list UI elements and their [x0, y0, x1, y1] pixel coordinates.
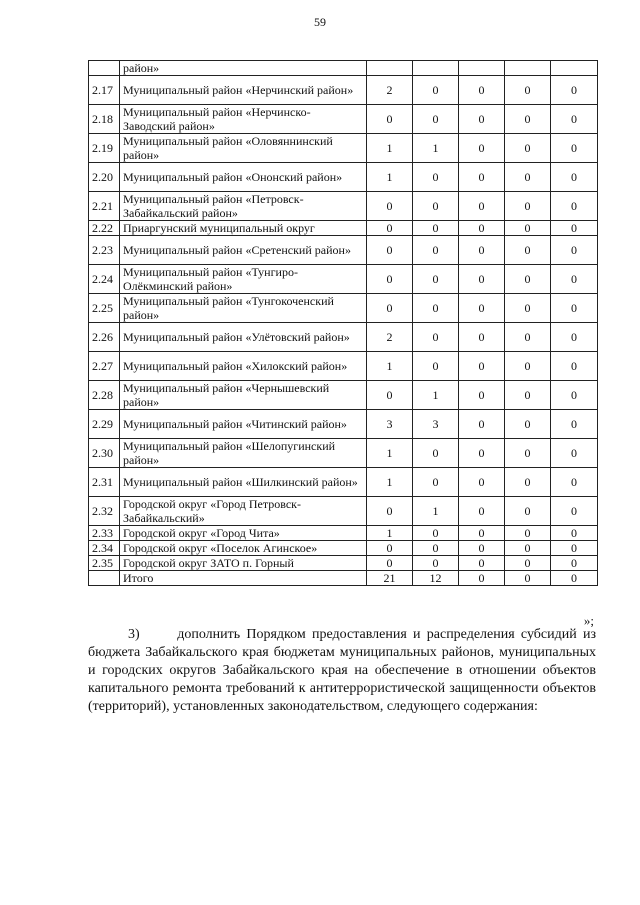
table-cell-value: 2 — [367, 76, 413, 105]
table-cell-value: 0 — [413, 192, 459, 221]
table-cell-value: 1 — [413, 381, 459, 410]
table-cell-name: Муниципальный район «Шелопугинский район» — [120, 439, 367, 468]
table-cell-name: Городской округ «Поселок Агинское» — [120, 541, 367, 556]
table-cell-value: 0 — [413, 468, 459, 497]
table-cell-value: 0 — [551, 497, 598, 526]
table-cell-value: 12 — [413, 571, 459, 586]
table-row — [89, 192, 598, 221]
table-row — [89, 439, 598, 468]
closing-quote-mark: »; — [583, 613, 594, 628]
table-cell-value: 0 — [367, 221, 413, 236]
table-cell-value: 3 — [413, 410, 459, 439]
table-cell-num: 2.20 — [89, 163, 120, 192]
table-cell-num: 2.25 — [89, 294, 120, 323]
table-cell-name: Итого — [120, 571, 367, 586]
table-cell-value: 0 — [505, 323, 551, 352]
table-cell-value: 0 — [367, 497, 413, 526]
table-cell-value: 0 — [551, 236, 598, 265]
table-cell-name: Городской округ «Город Петровск-Забайкальский» — [120, 497, 367, 526]
table-cell-value: 0 — [505, 76, 551, 105]
table-cell-value: 0 — [459, 221, 505, 236]
table-cell-value: 0 — [505, 556, 551, 571]
table-cell-value: 0 — [505, 105, 551, 134]
table-cell-value: 0 — [505, 468, 551, 497]
table-cell-value: 0 — [459, 236, 505, 265]
table-cell-value: 0 — [459, 76, 505, 105]
table-cell-value: 0 — [551, 265, 598, 294]
table-cell-value: 0 — [551, 556, 598, 571]
table-row — [89, 410, 598, 439]
table-cell-value: 0 — [413, 163, 459, 192]
table-cell-value: 0 — [459, 323, 505, 352]
table-cell-value: 0 — [413, 294, 459, 323]
table-cell-name: Муниципальный район «Хилокский район» — [120, 352, 367, 381]
table-cell-name: Муниципальный район «Сретенский район» — [120, 236, 367, 265]
table-row — [89, 352, 598, 381]
table-cell-value: 0 — [551, 221, 598, 236]
table-cell-value: 0 — [413, 439, 459, 468]
table-cell-name: Городской округ ЗАТО п. Горный — [120, 556, 367, 571]
table-cell-value: 0 — [459, 556, 505, 571]
table-cell-value: 0 — [459, 352, 505, 381]
page-number: 59 — [314, 15, 326, 29]
table-cell-num — [89, 571, 120, 586]
table-cell-num: 2.34 — [89, 541, 120, 556]
table-cell-value: 0 — [413, 323, 459, 352]
table-cell-value: 0 — [551, 192, 598, 221]
table-cell-value: 0 — [459, 105, 505, 134]
table-cell-num: 2.30 — [89, 439, 120, 468]
table-cell-value: 0 — [551, 294, 598, 323]
table-cell-value: 0 — [413, 352, 459, 381]
table-cell-value: 0 — [551, 526, 598, 541]
table-cell-value: 0 — [367, 105, 413, 134]
table-cell-num: 2.18 — [89, 105, 120, 134]
table-cell-name: Муниципальный район «Читинский район» — [120, 410, 367, 439]
table-cell-value: 0 — [551, 468, 598, 497]
table-cell-value: 0 — [413, 76, 459, 105]
table-cell-value: 0 — [367, 556, 413, 571]
table-cell-value: 1 — [367, 468, 413, 497]
table-cell-num: 2.27 — [89, 352, 120, 381]
body-paragraph — [88, 626, 596, 716]
table-cell-value: 0 — [367, 192, 413, 221]
table-cell-num: 2.35 — [89, 556, 120, 571]
table-cell-value: 0 — [459, 294, 505, 323]
table-cell-value — [459, 61, 505, 76]
table-cell-value: 0 — [551, 410, 598, 439]
table-cell-value: 0 — [505, 410, 551, 439]
table-cell-value: 1 — [367, 352, 413, 381]
table-cell-value: 0 — [459, 526, 505, 541]
table-row — [89, 571, 598, 586]
table-cell-value: 0 — [459, 410, 505, 439]
table-cell-name: Муниципальный район «Нерчинско-Заводский район» — [120, 105, 367, 134]
table-cell-value: 0 — [551, 439, 598, 468]
table-cell-name: Муниципальный район «Оловяннинский район» — [120, 134, 367, 163]
table-cell-value: 0 — [413, 265, 459, 294]
table-cell-value: 0 — [459, 468, 505, 497]
table-cell-num: 2.28 — [89, 381, 120, 410]
table-row — [89, 497, 598, 526]
table-cell-name: Приаргунский муниципальный округ — [120, 221, 367, 236]
table-cell-value: 1 — [367, 526, 413, 541]
table-cell-num: 2.21 — [89, 192, 120, 221]
table-cell-name: Муниципальный район «Петровск-Забайкальский район» — [120, 192, 367, 221]
table-cell-value: 0 — [551, 541, 598, 556]
table-cell-num: 2.33 — [89, 526, 120, 541]
table-row — [89, 381, 598, 410]
table-row — [89, 221, 598, 236]
table-cell-name: Муниципальный район «Улётовский район» — [120, 323, 367, 352]
table-cell-value: 0 — [459, 163, 505, 192]
table-cell-value: 0 — [367, 236, 413, 265]
table-cell-value: 1 — [367, 134, 413, 163]
table-cell-value: 0 — [505, 236, 551, 265]
table-cell-num — [89, 61, 120, 76]
table-cell-value: 0 — [367, 265, 413, 294]
table-cell-value: 1 — [367, 439, 413, 468]
table-cell-name: Муниципальный район «Чернышевский район» — [120, 381, 367, 410]
table-row — [89, 323, 598, 352]
table-cell-value: 0 — [459, 192, 505, 221]
table-cell-value: 0 — [551, 76, 598, 105]
table-cell-value: 0 — [459, 439, 505, 468]
table-body — [89, 61, 598, 586]
table-cell-value: 0 — [505, 381, 551, 410]
paragraph-text: 3) дополнить Порядком предоставления и распределения субсидий из бюджета Забайкальского края бюджетам муниципальных районов, муниципальных и городских округов Забайкальского края на обеспечение в отношении объектов капитального ремонта требований к антитеррористической защищенности объектов (территорий), установленных законодательством, следующего содержания: — [88, 627, 596, 714]
table-cell-value: 0 — [505, 571, 551, 586]
table-cell-value: 1 — [413, 134, 459, 163]
table-cell-value: 0 — [505, 221, 551, 236]
table-cell-value: 0 — [413, 541, 459, 556]
table-cell-value — [367, 61, 413, 76]
table-cell-value: 0 — [505, 541, 551, 556]
table-cell-name: Муниципальный район «Ононский район» — [120, 163, 367, 192]
table-row — [89, 468, 598, 497]
table-cell-value: 3 — [367, 410, 413, 439]
table-cell-num: 2.17 — [89, 76, 120, 105]
table-cell-num: 2.31 — [89, 468, 120, 497]
table-cell-name: район» — [120, 61, 367, 76]
table-cell-value: 0 — [505, 352, 551, 381]
table-cell-value: 0 — [459, 571, 505, 586]
table-cell-value: 0 — [413, 221, 459, 236]
table-cell-value: 0 — [551, 381, 598, 410]
table-row — [89, 134, 598, 163]
table-row — [89, 163, 598, 192]
table-cell-value: 0 — [551, 352, 598, 381]
table-cell-value: 2 — [367, 323, 413, 352]
table-cell-num: 2.26 — [89, 323, 120, 352]
table-cell-value: 1 — [413, 497, 459, 526]
table-row — [89, 541, 598, 556]
table-cell-value: 0 — [551, 571, 598, 586]
table-cell-value: 0 — [367, 294, 413, 323]
table-cell-value: 0 — [505, 294, 551, 323]
table-cell-value — [551, 61, 598, 76]
table-cell-value: 0 — [459, 497, 505, 526]
table-cell-value: 0 — [551, 323, 598, 352]
subsidy-table — [88, 60, 598, 586]
table-cell-value: 0 — [551, 134, 598, 163]
table-row — [89, 105, 598, 134]
table-cell-value: 1 — [367, 163, 413, 192]
table-cell-name: Муниципальный район «Нерчинский район» — [120, 76, 367, 105]
table-cell-num: 2.29 — [89, 410, 120, 439]
table-cell-value: 0 — [551, 105, 598, 134]
table-cell-value: 0 — [505, 265, 551, 294]
table-cell-name: Муниципальный район «Тунгиро-Олёкминский район» — [120, 265, 367, 294]
table-row — [89, 294, 598, 323]
table-cell-value: 0 — [413, 236, 459, 265]
table-row — [89, 556, 598, 571]
table-cell-num: 2.32 — [89, 497, 120, 526]
table-row — [89, 236, 598, 265]
table-cell-num: 2.23 — [89, 236, 120, 265]
table-row — [89, 76, 598, 105]
table-cell-num: 2.22 — [89, 221, 120, 236]
table-cell-value: 0 — [413, 526, 459, 541]
table-cell-value: 0 — [459, 541, 505, 556]
table-cell-value: 0 — [459, 265, 505, 294]
table-cell-value: 0 — [413, 105, 459, 134]
table-cell-value: 0 — [505, 192, 551, 221]
table-cell-value: 0 — [459, 134, 505, 163]
table-cell-num: 2.24 — [89, 265, 120, 294]
table-cell-value: 0 — [459, 381, 505, 410]
table-cell-value: 0 — [505, 526, 551, 541]
table-cell-value: 0 — [505, 134, 551, 163]
table-cell-name: Муниципальный район «Тунгокоченский район» — [120, 294, 367, 323]
table-cell-value: 0 — [367, 541, 413, 556]
table-cell-value — [505, 61, 551, 76]
table-row — [89, 526, 598, 541]
table-cell-value — [413, 61, 459, 76]
table-cell-value: 0 — [505, 439, 551, 468]
table-row — [89, 265, 598, 294]
table-cell-name: Городской округ «Город Чита» — [120, 526, 367, 541]
table-cell-value: 0 — [367, 381, 413, 410]
table-cell-value: 0 — [551, 163, 598, 192]
table-cell-num: 2.19 — [89, 134, 120, 163]
table-row-continuation — [89, 61, 598, 76]
table-cell-value: 21 — [367, 571, 413, 586]
table-cell-value: 0 — [505, 497, 551, 526]
table-cell-value: 0 — [505, 163, 551, 192]
table-cell-name: Муниципальный район «Шилкинский район» — [120, 468, 367, 497]
table-cell-value: 0 — [413, 556, 459, 571]
